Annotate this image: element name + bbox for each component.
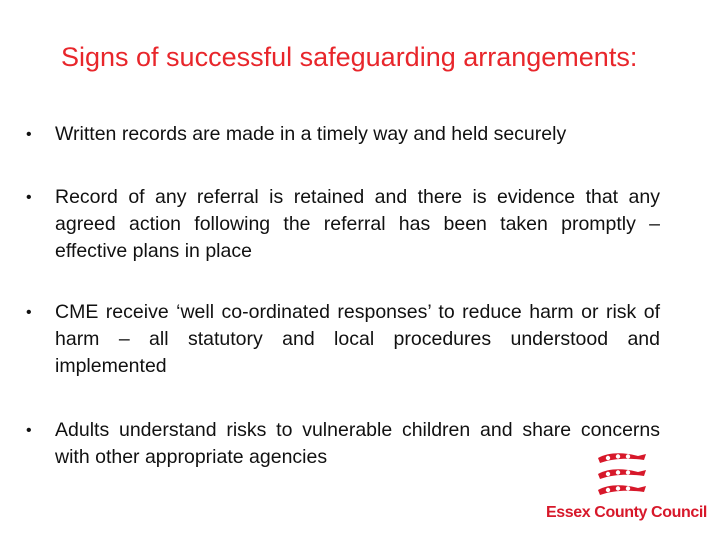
logo-text: Essex County Council <box>546 504 707 521</box>
bullet-item <box>26 184 660 265</box>
bullet-text: CME receive ‘well co-ordinated responses’ to reduce harm or risk of harm – all statutory and local procedures understood and implemented <box>55 301 660 377</box>
bullet-item <box>26 299 660 380</box>
bullet-icon: • <box>26 422 32 439</box>
bullet-text: Adults understand risks to vulnerable children and share concerns with other appropriate agencies <box>55 419 660 468</box>
bullet-text: Written records are made in a timely way and held securely <box>55 123 567 145</box>
slide-title: Signs of successful safeguarding arrangements: <box>61 42 638 72</box>
bullet-item <box>26 121 660 148</box>
essex-county-council-logo <box>546 450 716 530</box>
bullet-icon: • <box>26 126 32 143</box>
essex-seaxes-icon <box>594 450 650 500</box>
bullet-text: Record of any referral is retained and there is evidence that any agreed action following the referral has been taken promptly – effective plans in place <box>55 186 660 262</box>
bullet-icon: • <box>26 304 32 321</box>
bullet-icon: • <box>26 189 32 206</box>
